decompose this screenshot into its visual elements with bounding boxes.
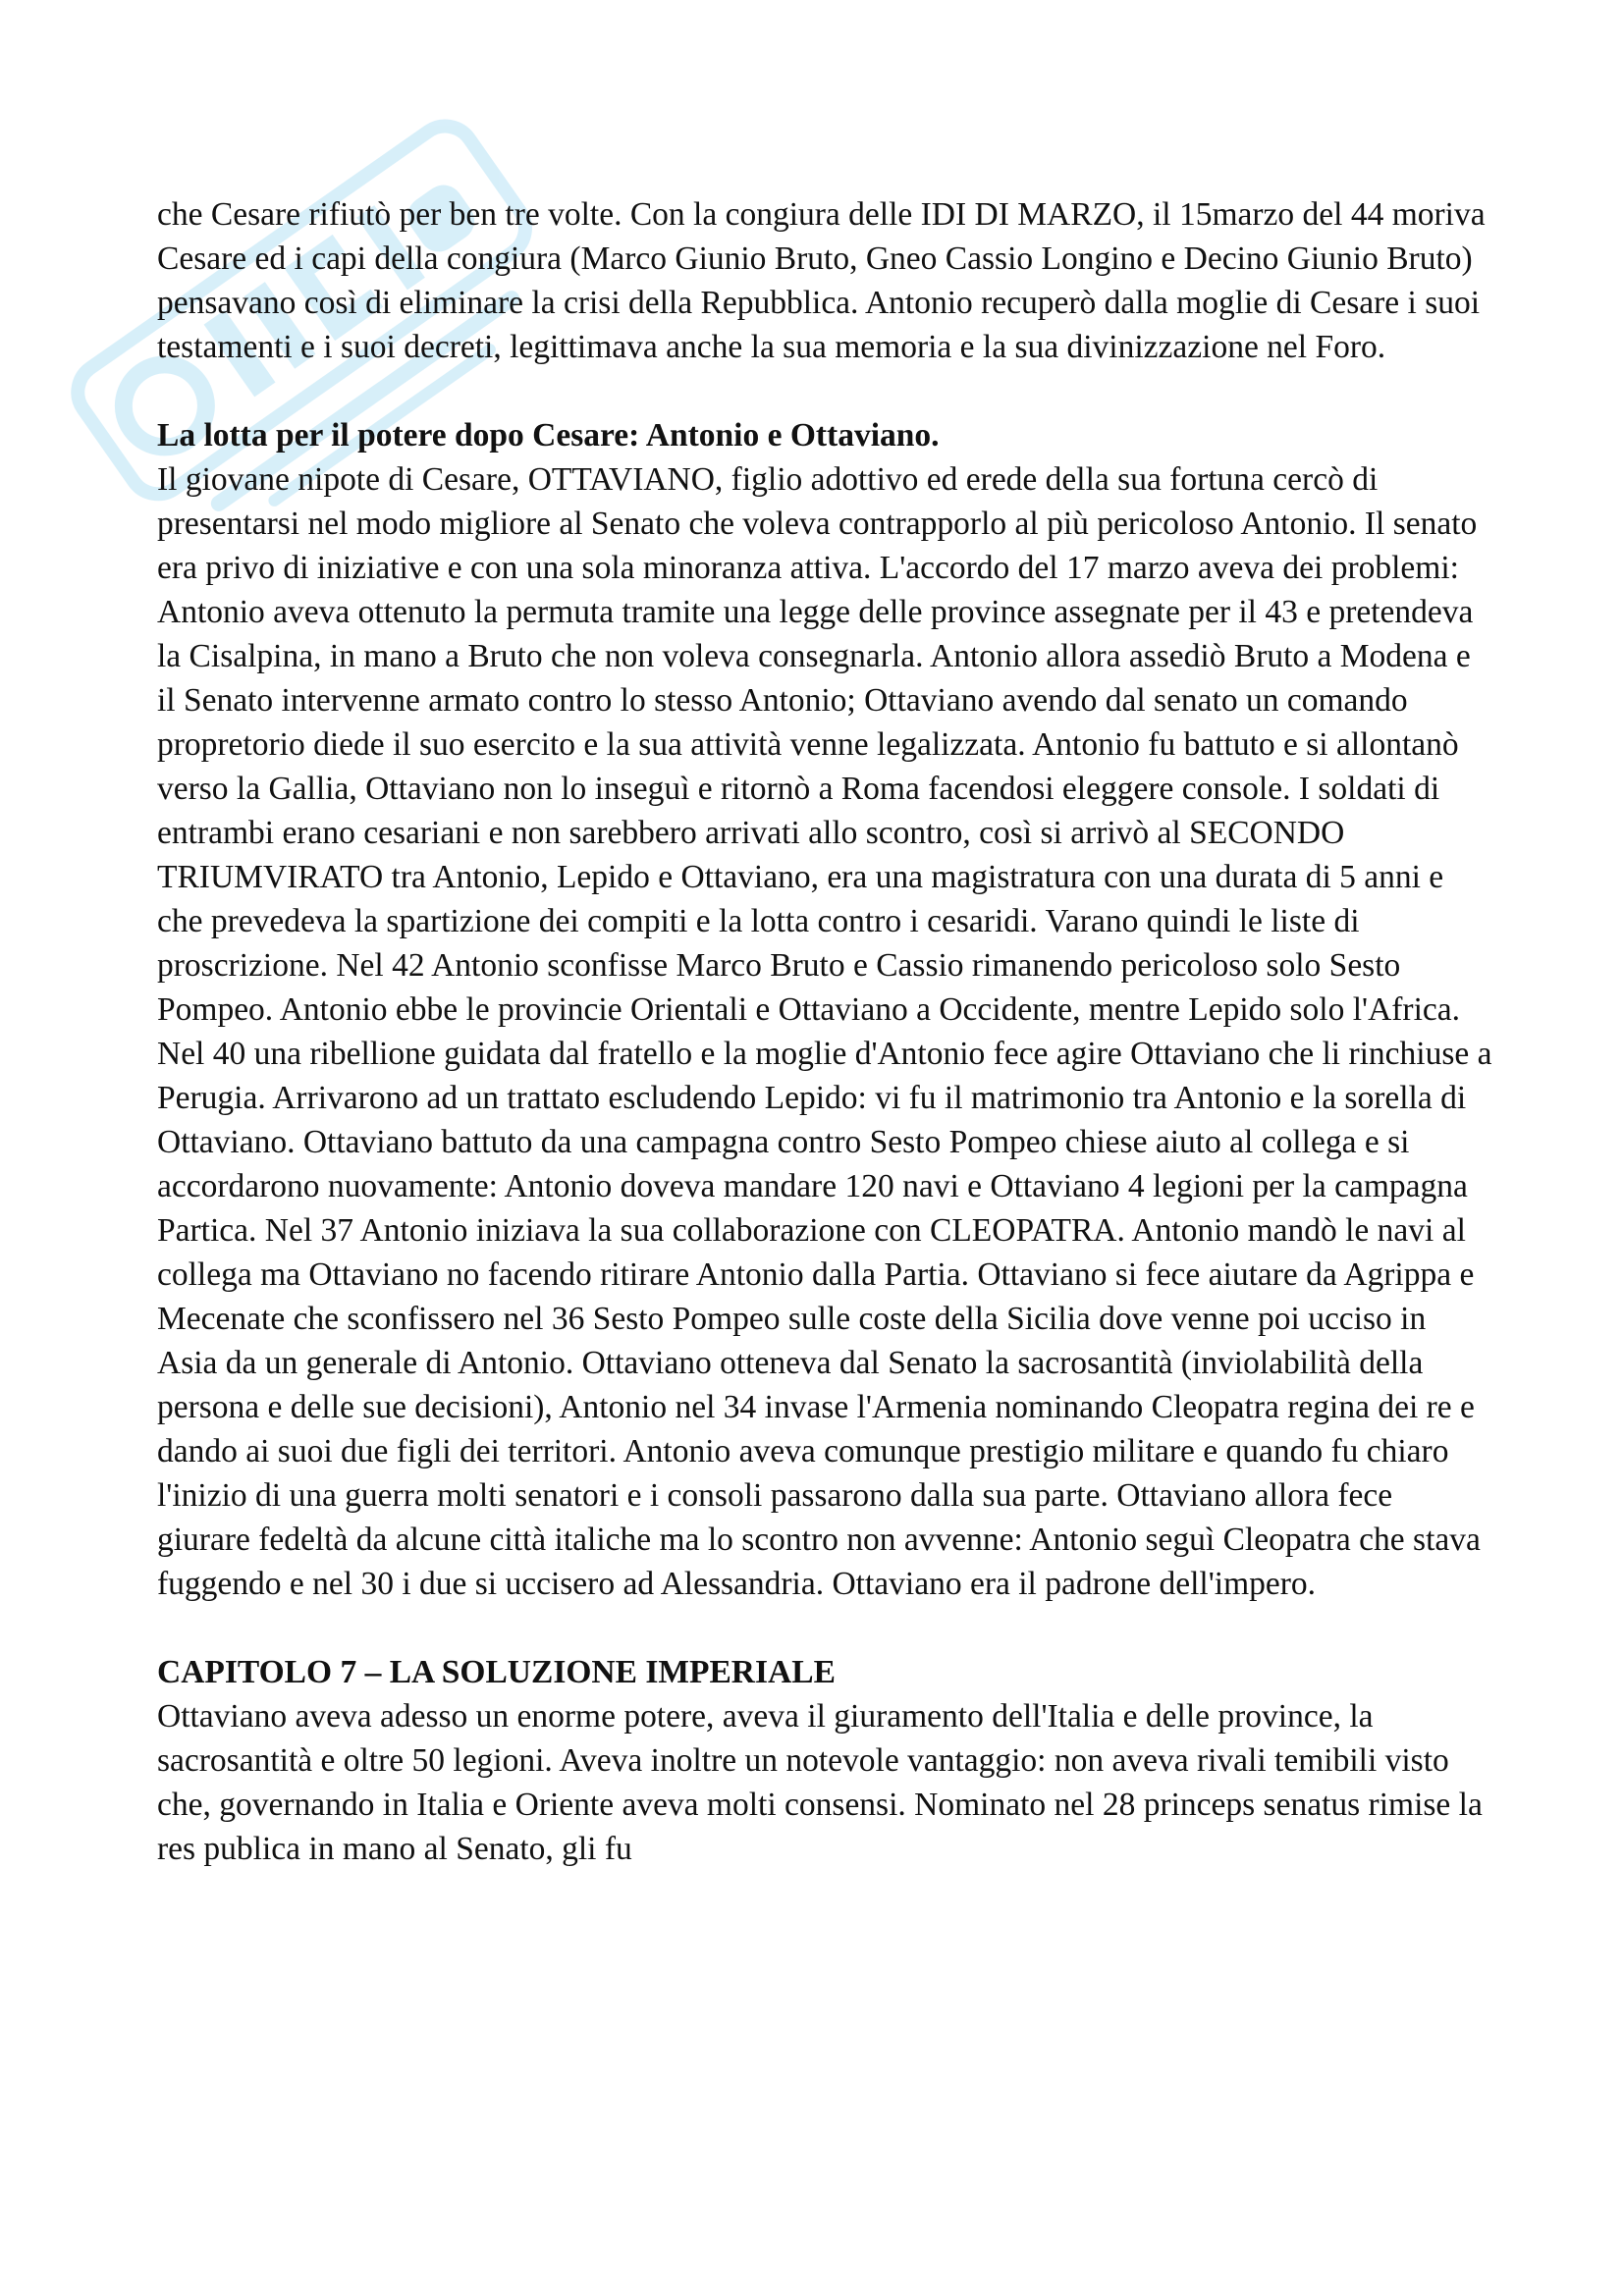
paragraph-gap: [157, 1606, 1492, 1650]
chapter-heading: CAPITOLO 7 – LA SOLUZIONE IMPERIALE: [157, 1654, 836, 1690]
section-heading-lotta: La lotta per il potere dopo Cesare: Antonio e Ottaviano.: [157, 417, 940, 454]
paragraph-capitolo: Ottaviano aveva adesso un enorme potere, aveva il giuramento dell'Italia e delle province, la sacrosantità e oltre 50 legioni. Aveva inoltre un notevole vantaggio: non aveva rivali temibili visto che, governando in Italia e Oriente aveva molti consensi. Nominato nel 28 princeps senatus rimise la res publica in mano al Senato, gli fu: [157, 1698, 1483, 1867]
paragraph-intro: che Cesare rifiutò per ben tre volte. Con la congiura delle IDI DI MARZO, il 15marzo del 44 moriva Cesare ed i capi della congiura (Marco Giunio Bruto, Gneo Cassio Longino e Decino Giunio Bruto) pensavano così di eliminare la crisi della Repubblica. Antonio recuperò dalla moglie di Cesare i suoi testamenti e i suoi decreti, legittimava anche la sua memoria e la sua divinizzazione nel Foro.: [157, 196, 1486, 365]
document-page: [157, 192, 1492, 1871]
paragraph-lotta: Il giovane nipote di Cesare, OTTAVIANO, figlio adottivo ed erede della sua fortuna cercò di presentarsi nel modo migliore al Senato che voleva contrapporlo al più pericoloso Antonio. Il senato era privo di iniziative e con una sola minoranza attiva. L'accordo del 17 marzo aveva dei problemi: Antonio aveva ottenuto la permuta tramite una legge delle province assegnate per il 43 e pretendeva la Cisalpina, in mano a Bruto che non voleva consegnarla. Antonio allora assediò Bruto a Modena e il Senato intervenne armato contro lo stesso Antonio; Ottaviano avendo dal senato un comando propretorio diede il suo esercito e la sua attività venne legalizzata. Antonio fu battuto e si allontanò verso la Gallia, Ottaviano non lo inseguì e ritornò a Roma facendosi eleggere console. I soldati di entrambi erano cesariani e non sarebbero arrivati allo scontro, così si arrivò al SECONDO TRIUMVIRATO tra Antonio, Lepido e Ottaviano, era una magistratura con una durata di 5 anni e che prevedeva la spartizione dei compiti e la lotta contro i cesaridi. Varano quindi le liste di proscrizione. Nel 42 Antonio sconfisse Marco Bruto e Cassio rimanendo pericoloso solo Sesto Pompeo. Antonio ebbe le provincie Orientali e Ottaviano a Occidente, mentre Lepido solo l'Africa. Nel 40 una ribellione guidata dal fratello e la moglie d'Antonio fece agire Ottaviano che li rinchiuse a Perugia. Arrivarono ad un trattato escludendo Lepido: vi fu il matrimonio tra Antonio e la sorella di Ottaviano. Ottaviano battuto da una campagna contro Sesto Pompeo chiese aiuto al collega e si accordarono nuovamente: Antonio doveva mandare 120 navi e Ottaviano 4 legioni per la campagna Partica. Nel 37 Antonio iniziava la sua collaborazione con CLEOPATRA. Antonio mandò le navi al collega ma Ottaviano no facendo ritirare Antonio dalla Partia. Ottaviano si fece aiutare da Agrippa e Mecenate che sconfissero nel 36 Sesto Pompeo sulle coste della Sicilia dove venne poi ucciso in Asia da un generale di Antonio. Ottaviano otteneva dal Senato la sacrosantità (inviolabilità della persona e delle sue decisioni), Antonio nel 34 invase l'Armenia nominando Cleopatra regina dei re e dando ai suoi due figli dei territori. Antonio aveva comunque prestigio militare e quando fu chiaro l'inizio di una guerra molti senatori e i consoli passarono dalla sua parte. Ottaviano allora fece giurare fedeltà da alcune città italiche ma lo scontro non avvenne: Antonio seguì Cleopatra che stava fuggendo e nel 30 i due si uccisero ad Alessandria. Ottaviano era il padrone dell'impero.: [157, 461, 1492, 1602]
paragraph-gap: [157, 369, 1492, 413]
